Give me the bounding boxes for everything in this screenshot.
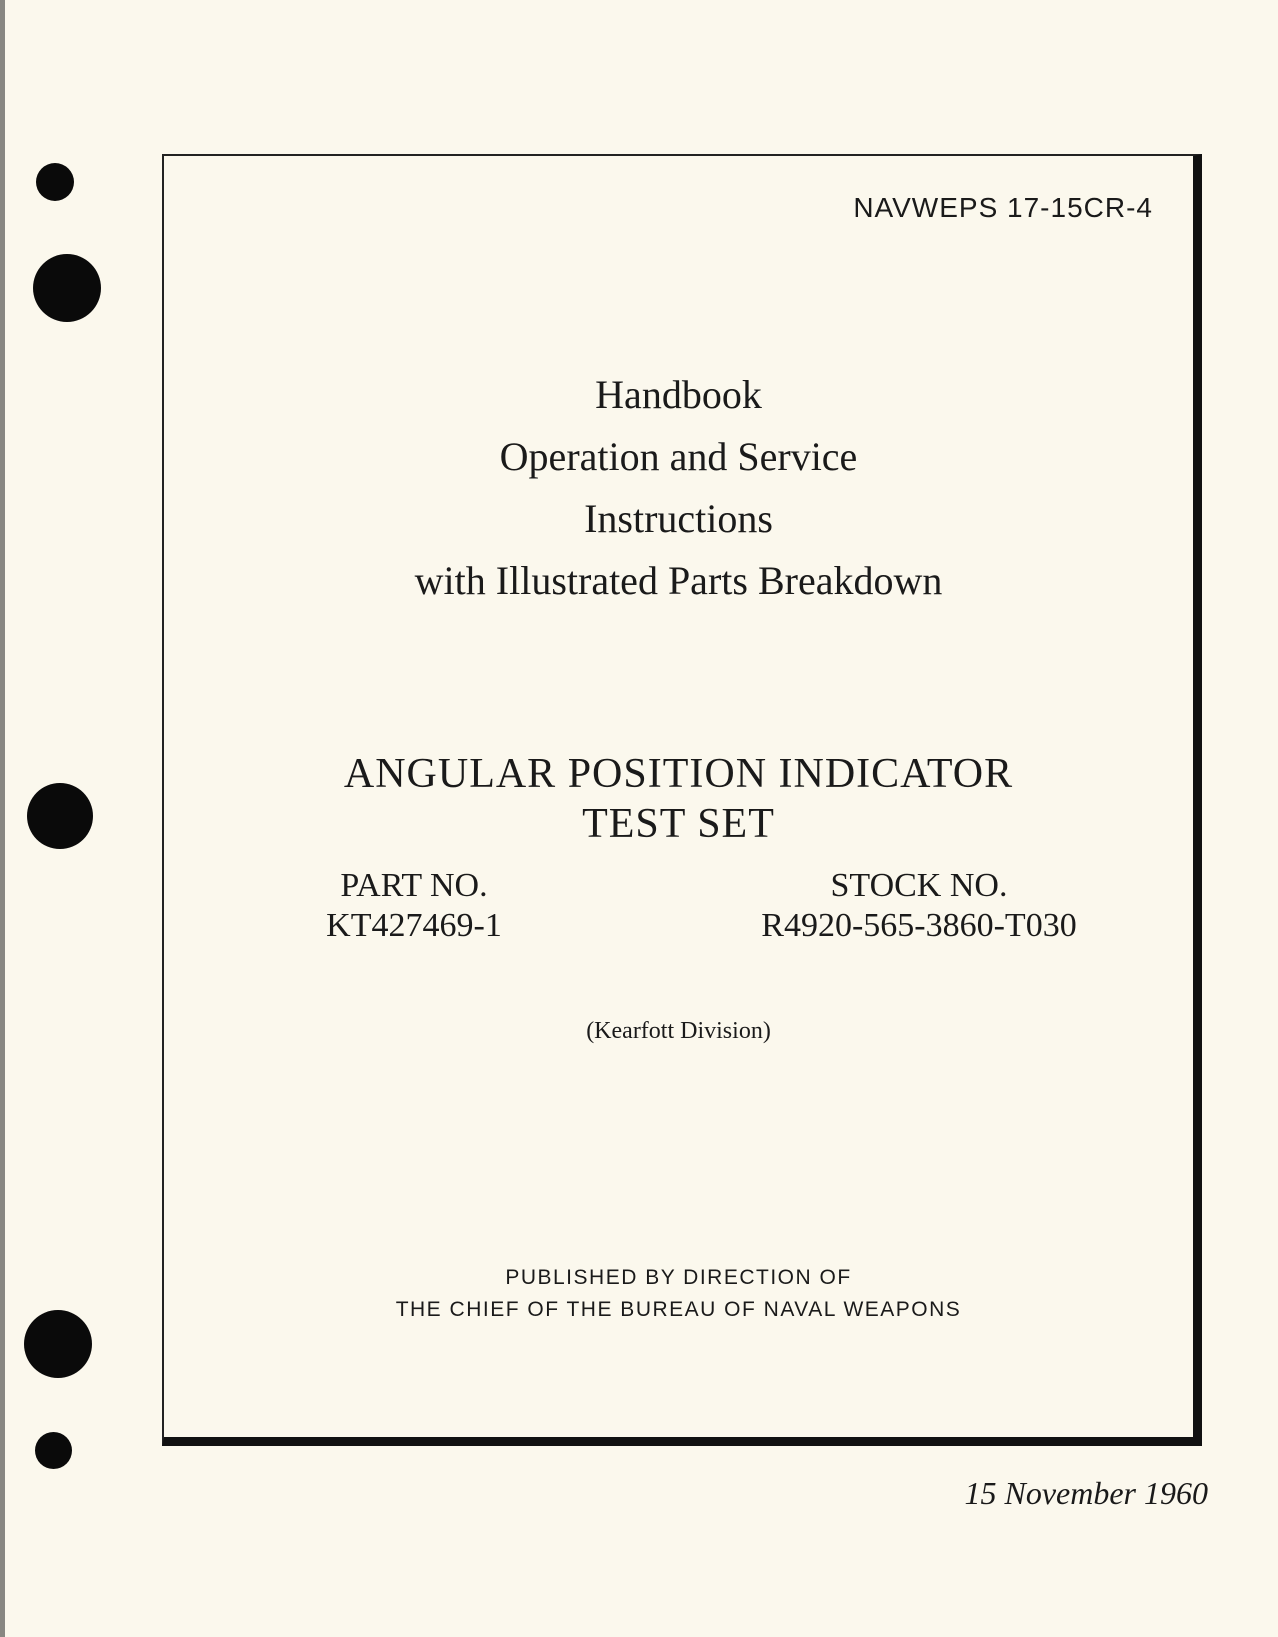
binder-hole: [36, 163, 74, 201]
binder-hole: [27, 783, 93, 849]
binder-hole: [35, 1432, 72, 1469]
stock-number-label: STOCK NO.: [830, 867, 1008, 904]
heading-line-1: Handbook: [595, 372, 762, 417]
heading-line-3: Instructions: [584, 496, 773, 541]
stock-number-value: R4920-565-3860-T030: [761, 907, 1077, 944]
document-code: NAVWEPS 17-15CR-4: [853, 192, 1153, 223]
part-number-block: [294, 866, 534, 946]
cover-frame: [162, 154, 1202, 1446]
binder-hole: [24, 1310, 92, 1378]
stock-number-block: [719, 866, 1119, 946]
publisher-line-1: PUBLISHED BY DIRECTION OF: [505, 1266, 852, 1289]
division-label: (Kearfott Division): [586, 1018, 771, 1044]
publication-date: 15 November 1960: [964, 1475, 1208, 1511]
heading-line-2: Operation and Service: [499, 434, 858, 479]
heading-line-4: with Illustrated Parts Breakdown: [414, 558, 943, 603]
part-number-value: KT427469-1: [326, 907, 502, 944]
binder-hole: [33, 254, 101, 322]
title-line-1: ANGULAR POSITION INDICATOR: [343, 751, 1014, 797]
publisher-line-2: THE CHIEF OF THE BUREAU OF NAVAL WEAPONS: [395, 1298, 962, 1321]
title-line-2: TEST SET: [582, 801, 775, 847]
part-number-label: PART NO.: [340, 867, 488, 904]
page-edge-shadow: [0, 0, 5, 1637]
